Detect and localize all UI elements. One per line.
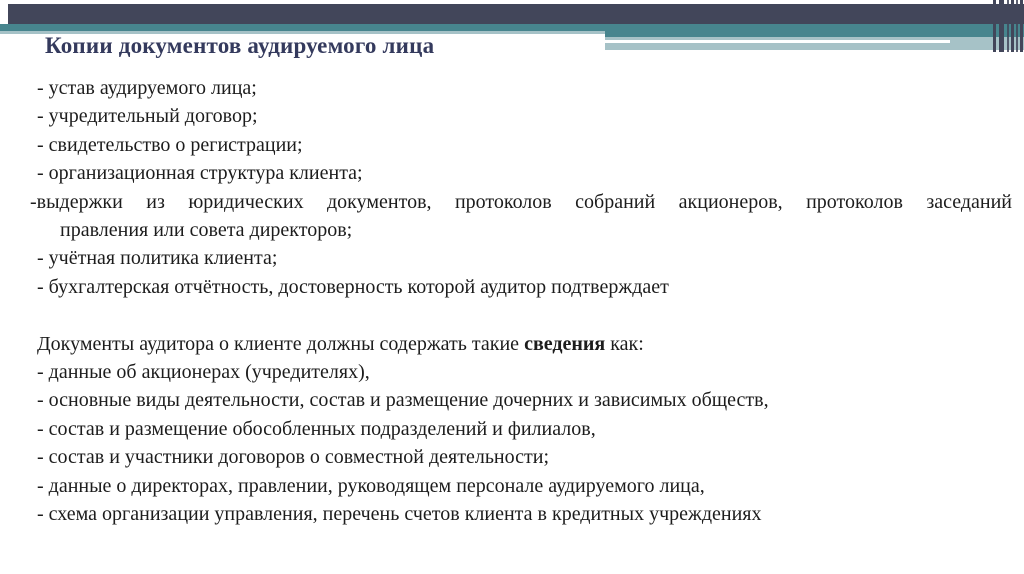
stripe (993, 0, 996, 52)
stripe (1016, 0, 1018, 52)
bullet-item: - устав аудируемого лица; (37, 77, 257, 99)
bullet-item: - учётная политика клиента; (37, 247, 278, 270)
intro-text-bold: сведения (524, 332, 606, 355)
intro-text-suffix: как: (605, 332, 644, 355)
bullet-item: - данные о директорах, правлении, руководящем персонале аудируемого лица, (37, 474, 705, 497)
teal-stripe-right (605, 24, 1024, 37)
stripe (999, 0, 1004, 52)
intro-text-prefix: Документы аудитора о клиенте должны содержать такие (37, 332, 525, 355)
slide-body (30, 74, 1012, 528)
stripe (1011, 0, 1014, 52)
slide-title: Копии документов аудируемого лица (45, 33, 435, 58)
bullet-item: - организационная структура клиента; (37, 162, 363, 185)
light-teal-stripe-right (605, 37, 1024, 50)
blank-line (30, 301, 1012, 329)
corner-vertical-stripes (992, 0, 1024, 52)
bullet-item-continuation: правления или совета директоров; (60, 219, 353, 242)
bullet-item-justified: -выдержки из юридических документов, протоколов собраний акционеров, протоколов заседаний (30, 190, 1012, 213)
stripe (1020, 0, 1023, 52)
bullet-item: - бухгалтерская отчётность, достоверность которой аудитор подтверждает (37, 275, 669, 298)
bullet-item: - основные виды деятельности, состав и размещение дочерних и зависимых обществ, (37, 389, 769, 412)
header-dark-bar (8, 4, 1024, 24)
bullet-item: - состав и размещение обособленных подразделений и филиалов, (37, 417, 596, 440)
stripe (1007, 0, 1009, 52)
white-accent-line (605, 40, 950, 43)
bullet-item: - состав и участники договоров о совместной деятельности; (37, 446, 550, 469)
bullet-item: - свидетельство о регистрации; (37, 133, 303, 156)
bullet-item: - схема организации управления, перечень счетов клиента в кредитных учреждениях (37, 503, 762, 526)
section-intro (30, 330, 1012, 358)
bullet-item: - учредительный договор; (37, 105, 258, 128)
bullet-item: - данные об акционерах (учредителях), (37, 361, 370, 384)
